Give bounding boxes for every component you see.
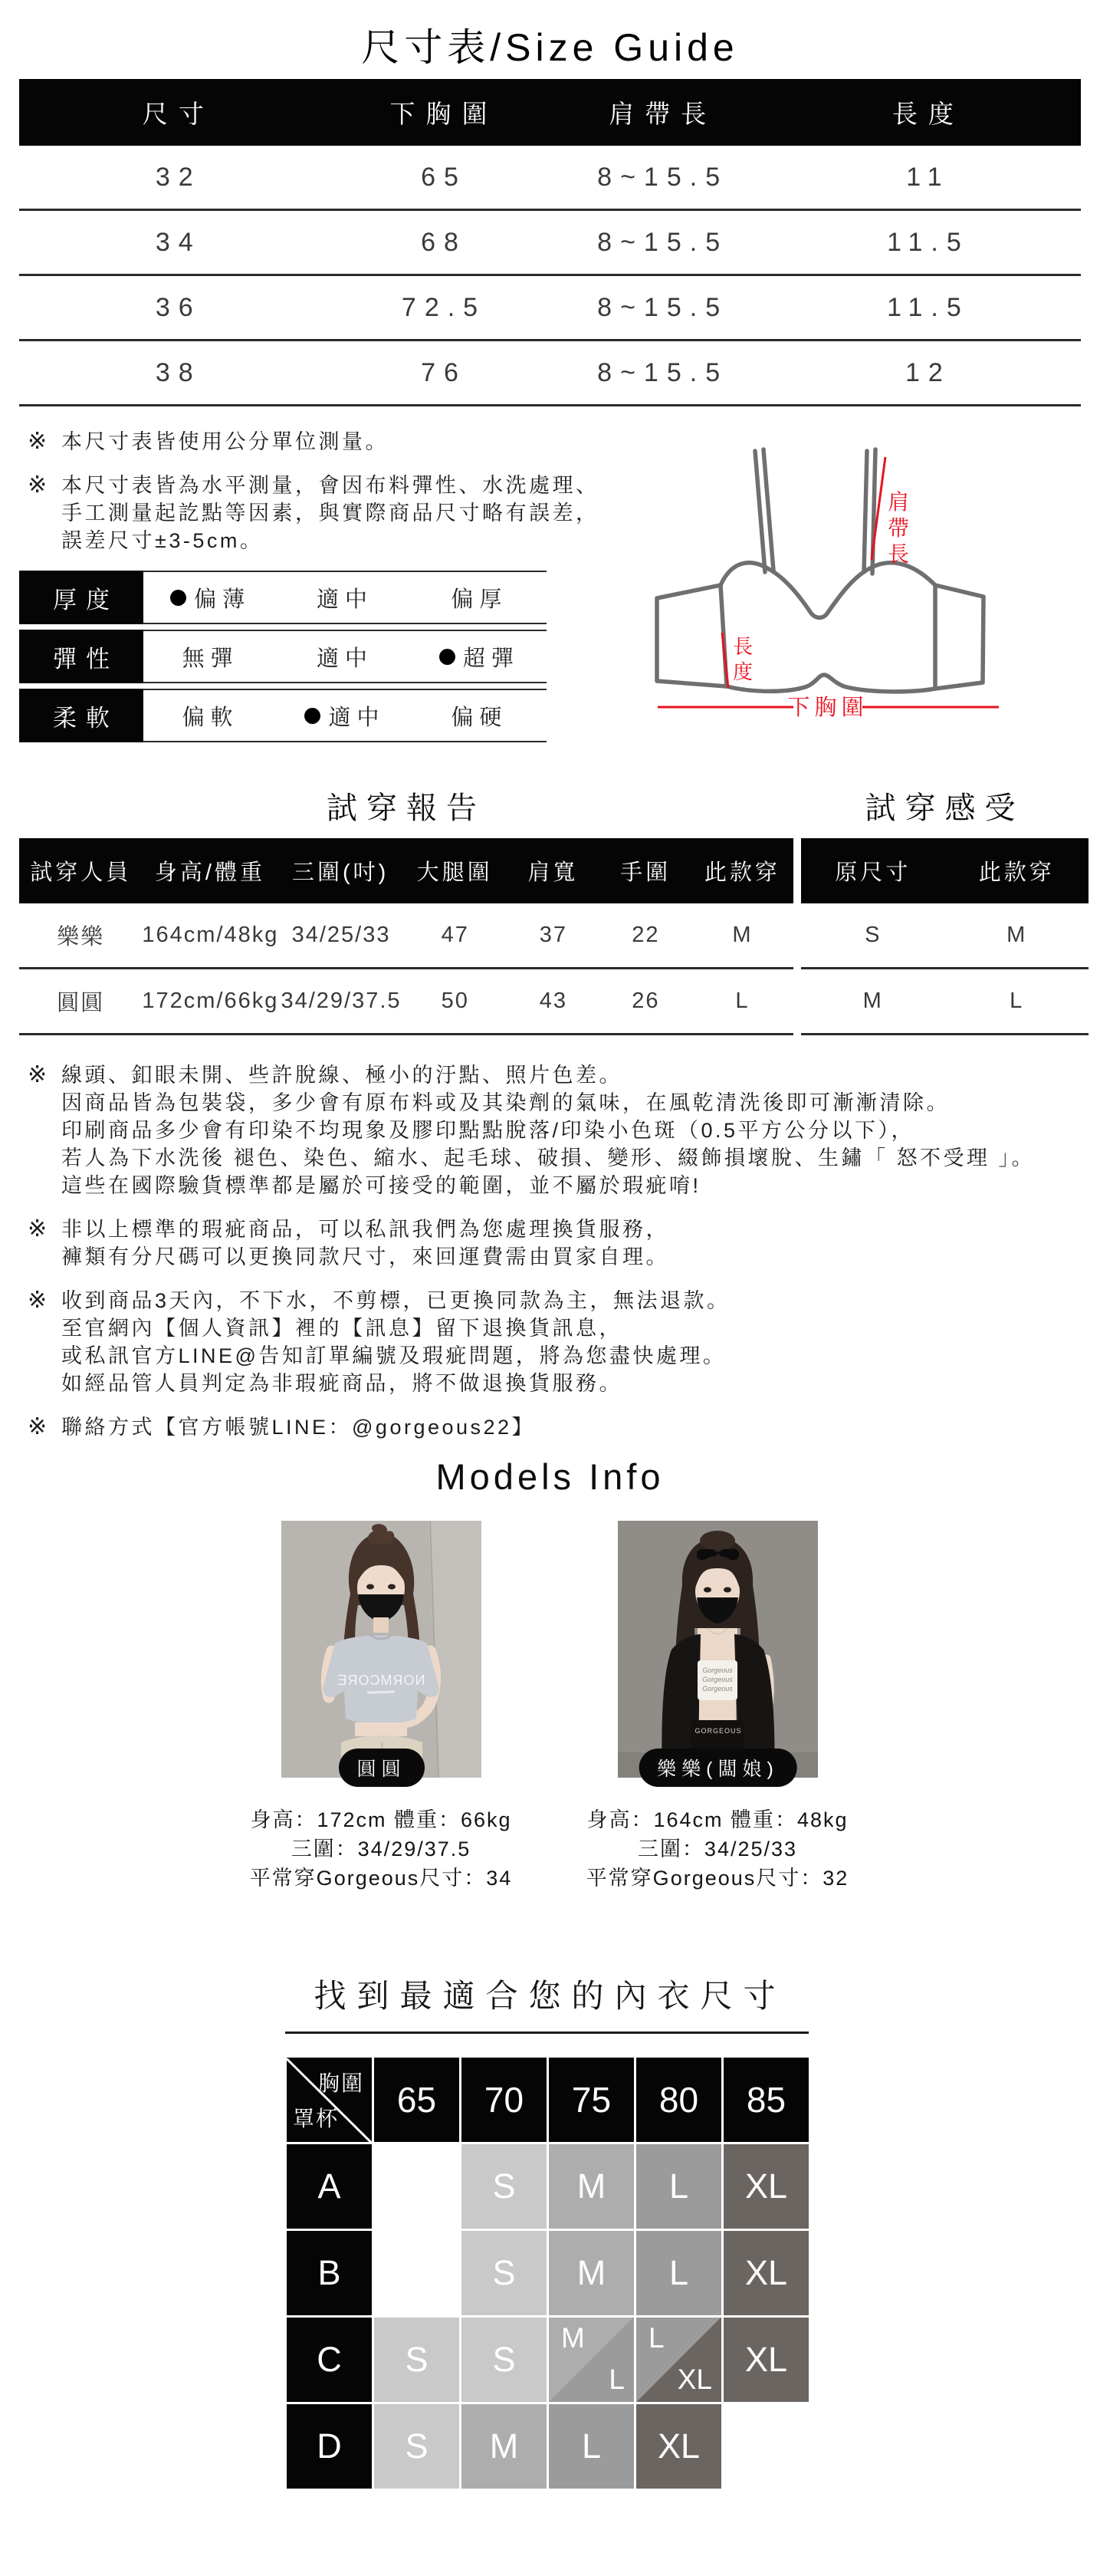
note-lines <box>61 1061 1035 1199</box>
fit-feel-header <box>801 838 1089 903</box>
note-block <box>28 472 656 554</box>
grid-cell-empty <box>374 2144 459 2229</box>
note-lines <box>61 1413 535 1441</box>
grid-size-value: L <box>609 2364 625 2395</box>
title-underline <box>285 2032 809 2034</box>
fit-report-title: 試穿報告 <box>327 791 486 825</box>
grid-size-value: L <box>649 2322 665 2354</box>
grid-cell: M <box>549 2231 634 2315</box>
table-cell: 37 <box>539 923 567 947</box>
fit-feel-table <box>801 838 1089 1035</box>
model-info-line: 身高：164cm 體重：48kg <box>586 1808 849 1831</box>
grid-size-value: M <box>561 2322 585 2354</box>
note-line: 若人為下水洗後 褪色、染色、縮水、起毛球、破損、變形、綴飾損壞脫、生鏽「 怒不受理 」。 <box>61 1147 1036 1170</box>
underbust-label: 下胸圍 <box>787 696 869 720</box>
model-info-line: 身高：172cm 體重：66kg <box>250 1808 512 1831</box>
table-cell: 22 <box>632 923 660 947</box>
attribute-options <box>143 689 547 742</box>
table-cell: 38 <box>155 357 202 387</box>
note-marker: ※ <box>28 429 50 454</box>
models-info-title: Models Info <box>435 1456 665 1497</box>
table-row <box>19 146 1081 209</box>
table-cell: 11.5 <box>887 227 970 257</box>
note-lines <box>61 1216 669 1271</box>
attribute-option-label: 適中 <box>328 705 386 730</box>
table-cell: 72.5 <box>401 292 487 322</box>
under-band <box>727 675 935 692</box>
note-line: 本尺寸表皆使用公分單位測量。 <box>61 430 389 453</box>
corner-cup-label: 罩杯 <box>293 2107 340 2130</box>
grid-band-header: 85 <box>724 2058 809 2142</box>
table-cell: 11.5 <box>887 292 970 322</box>
attribute-options <box>143 571 547 624</box>
note-line: 收到商品3天內，不下水，不剪標，已更換同款為主，無法退款。 <box>61 1289 731 1312</box>
attribute-option-label: 適中 <box>316 646 373 671</box>
row-separator <box>19 404 1081 406</box>
selected-dot <box>304 708 320 724</box>
model-measurements <box>220 1805 542 1893</box>
bra-size-grid <box>287 2058 809 2489</box>
note-lines <box>61 428 389 456</box>
table-cell: M <box>732 923 753 947</box>
attribute-option-label: 適中 <box>316 587 373 612</box>
table-cell: 樂樂 <box>57 925 105 949</box>
note-line: 線頭、釦眼未開、些許脫線、極小的汙點、照片色差。 <box>61 1064 622 1087</box>
note-line: 褲類有分尺碼可以更換同款尺寸，來回運費需由買家自理。 <box>61 1245 669 1268</box>
model-photo-illustration <box>618 1521 818 1778</box>
shirt-text: NORMCORE <box>337 1673 425 1688</box>
table-cell: 12 <box>905 357 951 387</box>
table-cell: 68 <box>421 227 467 257</box>
header-cell: 尺寸 <box>142 100 215 128</box>
grid-cup-label: D <box>287 2404 372 2489</box>
table-row <box>19 903 793 967</box>
attribute-row <box>19 689 547 742</box>
table-cell: 32 <box>155 162 202 192</box>
strap-length-label: 肩帶長 <box>887 490 910 566</box>
table-cell: 8~15.5 <box>597 357 729 387</box>
note-block <box>28 1413 1095 1441</box>
header-cell: 試穿人員 <box>30 860 132 885</box>
header-cell: 此款穿 <box>704 860 780 885</box>
size-table <box>19 79 1081 406</box>
attribute-option-label: 超彈 <box>462 646 520 671</box>
grid-cell-empty <box>374 2231 459 2315</box>
header-cell: 手圍 <box>620 860 671 885</box>
note-line: 本尺寸表皆為水平測量，會因布料彈性、水洗處理、 <box>61 474 599 497</box>
waistband-logo: GORGEOUS <box>694 1727 742 1735</box>
note-line: 如經品管人員判定為非瑕疵商品，將不做退換貨服務。 <box>61 1372 622 1395</box>
grid-cell: M <box>461 2404 547 2489</box>
note-line: 這些在國際驗貨標準都是屬於可接受的範圍，並不屬於瑕疵唷! <box>61 1174 701 1197</box>
size-table-header <box>19 79 1081 146</box>
grid-cell: XL <box>724 2318 809 2402</box>
header-cell: 身高/體重 <box>154 860 265 885</box>
attribute-option <box>412 631 547 682</box>
table-cell: 34/29/37.5 <box>281 989 402 1013</box>
table-cell: 8~15.5 <box>597 292 729 322</box>
header-cell: 肩寬 <box>527 860 579 885</box>
table-row <box>801 969 1089 1033</box>
note-lines <box>61 472 599 554</box>
attribute-option-label: 偏軟 <box>182 705 239 730</box>
grid-cup-label: C <box>287 2318 372 2402</box>
attribute-option-label: 偏硬 <box>451 705 508 730</box>
table-cell: 8~15.5 <box>597 227 729 257</box>
grid-cell: L <box>636 2144 721 2229</box>
grid-band-header: 65 <box>374 2058 459 2142</box>
note-marker: ※ <box>28 472 50 498</box>
grid-cup-label: B <box>287 2231 372 2315</box>
model-info-line: 平常穿Gorgeous尺寸：34 <box>249 1867 513 1890</box>
note-line: 或私訊官方LINE@告知訂單編號及瑕疵問題，將為您盡快處理。 <box>61 1344 727 1367</box>
attribute-option-label: 偏厚 <box>451 587 508 612</box>
attribute-options <box>143 630 547 683</box>
grid-cell: L <box>636 2231 721 2315</box>
table-cell: 47 <box>441 923 469 947</box>
grid-band-header: 75 <box>549 2058 634 2142</box>
fit-feel-title: 試穿感受 <box>865 791 1025 825</box>
note-line: 非以上標準的瑕疵商品，可以私訊我們為您處理換貨服務， <box>61 1218 669 1241</box>
attribute-option-label: 偏薄 <box>194 587 251 612</box>
table-row <box>19 341 1081 404</box>
grid-cell: S <box>374 2404 459 2489</box>
model-photo-illustration <box>281 1521 481 1778</box>
note-marker: ※ <box>28 1288 50 1313</box>
left-wing <box>657 585 727 686</box>
grid-size-value: XL <box>677 2364 712 2395</box>
table-cell: S <box>865 923 882 947</box>
header-cell: 下胸圍 <box>389 100 498 128</box>
selected-dot <box>439 649 455 665</box>
table-row <box>19 969 793 1033</box>
table-cell: 65 <box>421 162 467 192</box>
svg-text:Gorgeous: Gorgeous <box>702 1666 733 1674</box>
note-marker: ※ <box>28 1414 50 1439</box>
table-cell: 164cm/48kg <box>142 923 279 947</box>
note-line: 至官網內【個人資訊】裡的【訊息】留下退換貨訊息， <box>61 1317 622 1340</box>
attribute-label: 柔軟 <box>19 689 143 742</box>
model-measurements <box>557 1805 878 1893</box>
fit-report-header <box>19 838 793 903</box>
attribute-option <box>143 631 277 682</box>
model-info-line: 平常穿Gorgeous尺寸：32 <box>586 1867 849 1890</box>
model-name-badge: 樂樂(闆娘) <box>639 1749 797 1787</box>
note-line: 手工測量起訖點等因素，與實際商品尺寸略有誤差， <box>61 502 599 525</box>
note-marker: ※ <box>28 1216 50 1242</box>
attribute-row <box>19 630 547 683</box>
table-cell: 34/25/33 <box>291 923 391 947</box>
table-row <box>801 903 1089 967</box>
note-block <box>28 1061 1095 1199</box>
table-cell: M <box>862 989 883 1013</box>
cups-outline <box>721 563 935 618</box>
grid-cell: M <box>549 2144 634 2229</box>
header-cell: 此款穿 <box>978 860 1055 885</box>
grid-cell: L <box>549 2404 634 2489</box>
model-photo-yuanyuan <box>281 1521 481 1778</box>
table-row <box>19 276 1081 339</box>
table-cell: 34 <box>155 227 202 257</box>
note-line: 印刷商品多少會有印染不均現象及膠印點點脫落/印染小色斑（0.5平方公分以下）， <box>61 1119 915 1142</box>
header-cell: 三圍(吋) <box>291 860 389 885</box>
table-cell: 圓圓 <box>57 991 105 1015</box>
selected-dot <box>170 590 186 606</box>
note-block <box>28 1216 1095 1271</box>
table-row <box>19 211 1081 274</box>
grid-cell-split <box>636 2318 721 2402</box>
note-line: 聯絡方式【官方帳號LINE：@gorgeous22】 <box>61 1416 536 1439</box>
table-cell: 76 <box>421 357 467 387</box>
header-cell: 原尺寸 <box>835 860 911 885</box>
model-photo-lele <box>618 1521 818 1778</box>
size-finder-title: 找到最適合您的內衣尺寸 <box>314 1978 786 2014</box>
note-line: 因商品皆為包裝袋，多少會有原布料或及其染劑的氣味，在風乾清洗後即可漸漸清除。 <box>61 1091 950 1114</box>
attribute-label: 厚度 <box>19 571 143 624</box>
table-cell: 36 <box>155 292 202 322</box>
attribute-option <box>143 572 277 623</box>
grid-corner-cell <box>287 2058 372 2142</box>
table-cell: L <box>1010 989 1024 1013</box>
row-separator <box>801 1033 1089 1035</box>
note-block <box>28 1287 1095 1397</box>
row-separator <box>19 1033 793 1035</box>
measurement-notes <box>28 428 656 571</box>
svg-text:Gorgeous: Gorgeous <box>702 1685 733 1693</box>
right-strap-line <box>864 451 867 572</box>
page-title: 尺寸表/Size Guide <box>361 26 739 69</box>
grid-cell: XL <box>636 2404 721 2489</box>
grid-band-header: 70 <box>461 2058 547 2142</box>
attribute-option <box>277 572 412 623</box>
grid-band-header: 80 <box>636 2058 721 2142</box>
grid-cell: S <box>461 2231 547 2315</box>
grid-cell-empty <box>724 2404 809 2489</box>
policy-notes <box>28 1061 1095 1457</box>
grid-cell: S <box>461 2318 547 2402</box>
header-cell: 肩帶長 <box>609 100 717 128</box>
corner-band-label: 胸圍 <box>317 2071 364 2095</box>
header-cell: 大腿圍 <box>416 860 493 885</box>
bra-measurement-diagram <box>640 445 1000 721</box>
note-line: 誤差尺寸±3-5cm。 <box>61 529 264 552</box>
table-cell: M <box>1006 923 1027 947</box>
grid-cell: S <box>461 2144 547 2229</box>
attribute-label: 彈性 <box>19 630 143 683</box>
table-cell: 26 <box>632 989 660 1013</box>
fabric-attribute-table <box>19 571 547 748</box>
grid-cell: S <box>374 2318 459 2402</box>
attribute-option-label: 無彈 <box>182 646 239 671</box>
attribute-row <box>19 571 547 624</box>
model-name-badge: 圓圓 <box>338 1749 424 1787</box>
fit-report-table <box>19 838 793 1035</box>
grid-cell-split <box>549 2318 634 2402</box>
table-cell: L <box>735 989 750 1013</box>
table-cell: 50 <box>441 989 469 1013</box>
model-info-line: 三圍：34/25/33 <box>637 1837 798 1860</box>
attribute-option <box>412 572 547 623</box>
header-cell: 長度 <box>891 100 964 128</box>
grid-cup-label: A <box>287 2144 372 2229</box>
note-lines <box>61 1287 731 1397</box>
table-cell: 11 <box>906 162 951 192</box>
attribute-option <box>143 690 277 741</box>
attribute-option <box>277 631 412 682</box>
length-label: 長度 <box>732 635 754 683</box>
note-block <box>28 428 656 456</box>
table-cell: 8~15.5 <box>597 162 729 192</box>
grid-cell: XL <box>724 2144 809 2229</box>
note-marker: ※ <box>28 1062 50 1087</box>
right-wing <box>935 585 983 689</box>
table-cell: 172cm/66kg <box>142 989 279 1013</box>
grid-cell: XL <box>724 2231 809 2315</box>
attribute-option <box>412 690 547 741</box>
attribute-option <box>277 690 412 741</box>
svg-text:Gorgeous: Gorgeous <box>702 1676 733 1683</box>
model-info-line: 三圍：34/29/37.5 <box>291 1837 471 1860</box>
table-cell: 43 <box>539 989 567 1013</box>
